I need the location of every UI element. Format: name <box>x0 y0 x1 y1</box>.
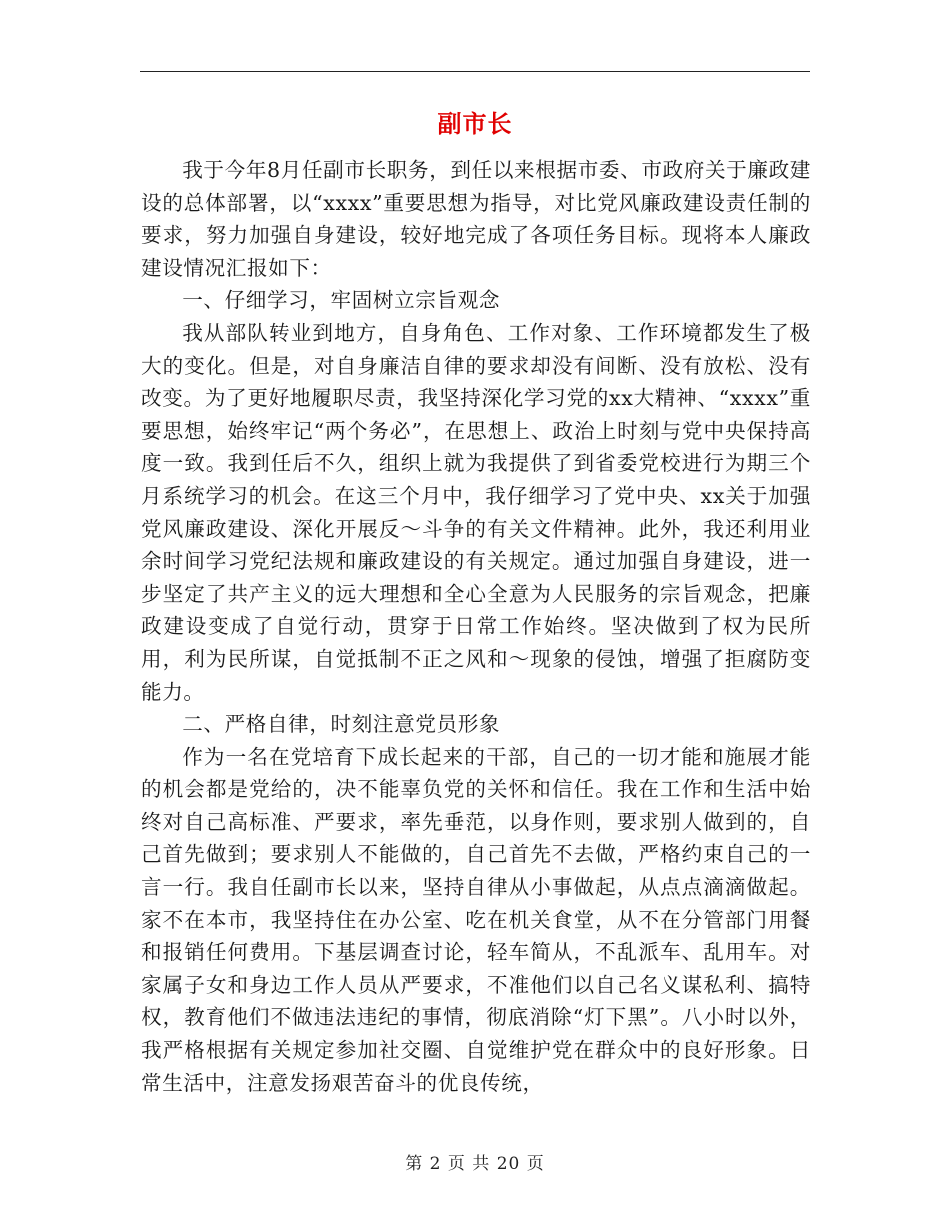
paragraph-section-1: 我从部队转业到地方，自身角色、工作对象、工作环境都发生了极大的变化。但是，对自身廉洁自律的要求却没有间断、没有放松、没有改变。为了更好地履职尽责，我坚持深化学习党的xx大精神、“xxxx”重要思想，始终牢记“两个务必”，在思想上、政治上时刻与党中央保持高度一致。我到任后不久，组织上就为我提供了到省委党校进行为期三个月系统学习的机会。在这三个月中，我仔细学习了党中央、xx关于加强党风廉政建设、深化开展反～斗争的有关文件精神。此外，我还利用业余时间学习党纪法规和廉政建设的有关规定。通过加强自身建设，进一步坚定了共产主义的远大理想和全心全意为人民服务的宗旨观念，把廉政建设变成了自觉行动，贯穿于日常工作始终。坚决做到了权为民所用，利为民所谋，自觉抵制不正之风和～现象的侵蚀，增强了拒腐防变能力。 <box>141 320 811 704</box>
document-body <box>141 154 811 1099</box>
page-number-footer: 第 2 页 共 20 页 <box>405 1154 545 1174</box>
section-heading-1: 一、仔细学习，牢固树立宗旨观念 <box>182 288 501 313</box>
section-heading-2: 二、严格自律，时刻注意党员形象 <box>182 712 501 737</box>
paragraph-intro: 我于今年8月任副市长职务，到任以来根据市委、市政府关于廉政建设的总体部署，以“xxxx”重要思想为指导，对比党风廉政建设责任制的要求，努力加强自身建设，较好地完成了各项任务目标。现将本人廉政建设情况汇报如下： <box>141 158 811 280</box>
document-title: 副市长 <box>437 109 513 138</box>
header-rule <box>140 71 810 72</box>
paragraph-section-2: 作为一名在党培育下成长起来的干部，自己的一切才能和施展才能的机会都是党给的，决不能辜负党的关怀和信任。我在工作和生活中始终对自己高标准、严要求，率先垂范，以身作则，要求别人做到的，自己首先做到；要求别人不能做的，自己首先不去做，严格约束自己的一言一行。我自任副市长以来，坚持自律从小事做起，从点点滴滴做起。家不在本市，我坚持住在办公室、吃在机关食堂，从不在分管部门用餐和报销任何费用。下基层调查讨论，轻车简从，不乱派车、乱用车。对家属子女和身边工作人员从严要求，不准他们以自己名义谋私利、搞特权，教育他们不做违法违纪的事情，彻底消除“灯下黑”。八小时以外，我严格根据有关规定参加社交圈、自觉维护党在群众中的良好形象。日常生活中，注意发扬艰苦奋斗的优良传统， <box>141 744 811 1095</box>
